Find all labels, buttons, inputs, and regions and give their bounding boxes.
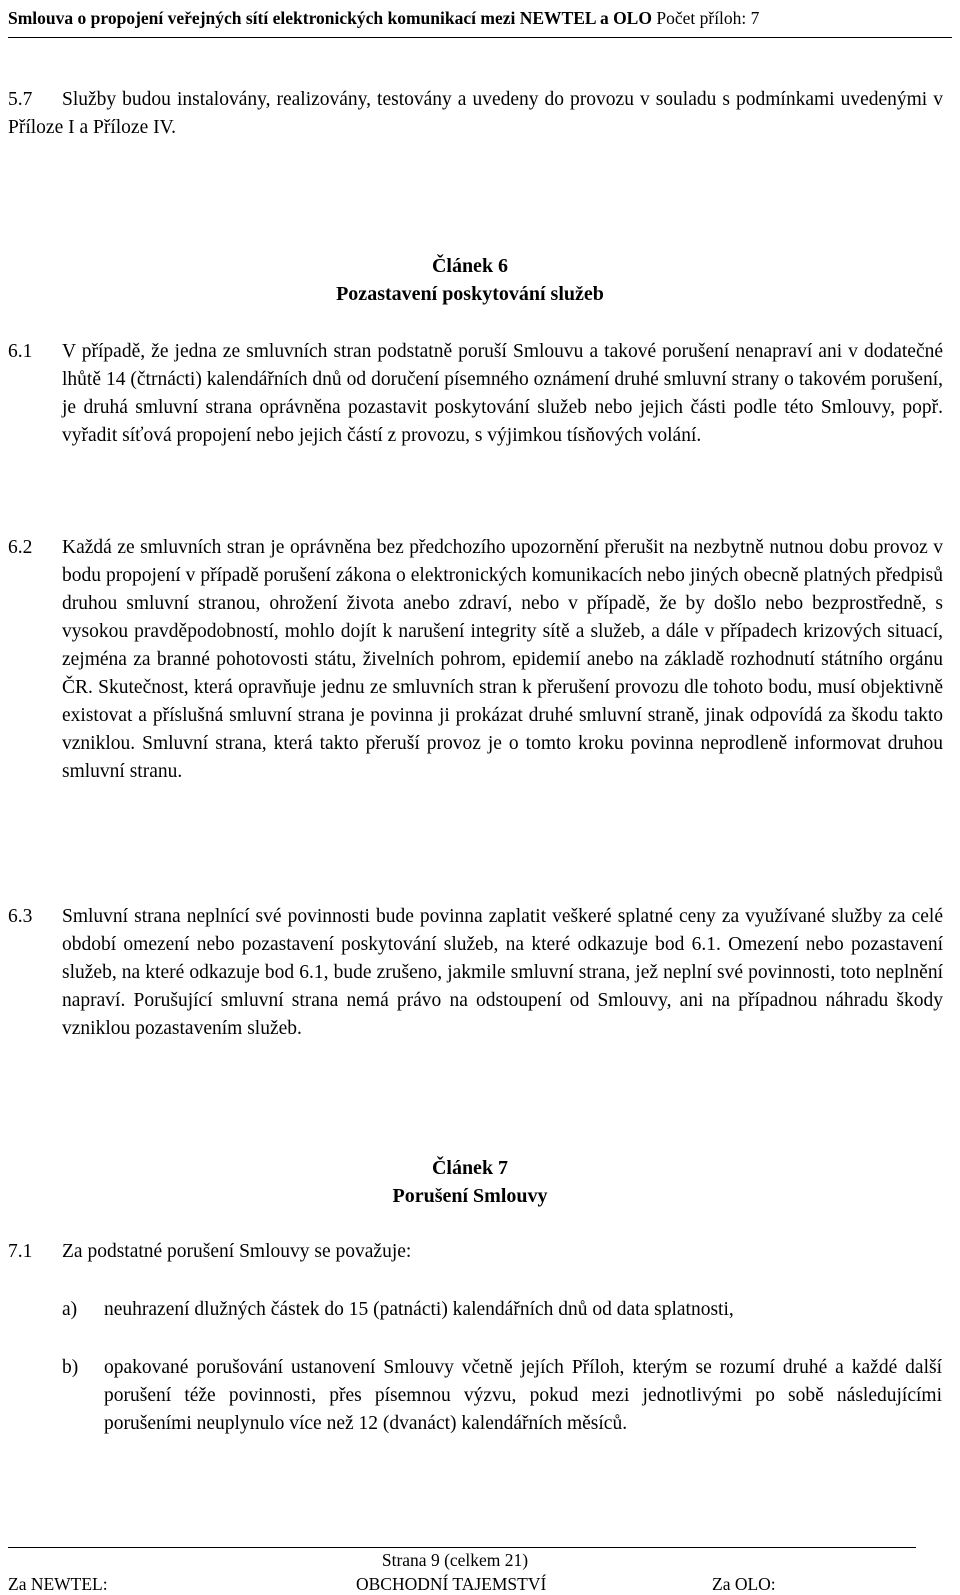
paragraph-number: 6.3: [8, 906, 33, 927]
list-item-b: [62, 1354, 942, 1438]
paragraph-6-3: [8, 903, 943, 1043]
header-rule: [8, 37, 952, 38]
paragraph-number: 7.1: [8, 1241, 33, 1262]
article-6-subtitle: Pozastavení poskytování služeb: [336, 283, 604, 305]
paragraph-number: 6.1: [8, 341, 33, 362]
paragraph-text: Smluvní strana neplnící své povinnosti bude povinna zaplatit veškeré splatné ceny za využívané služby za celé období omezení nebo pozastavení poskytování služeb, na které odkazuje bod 6.1. Omezení nebo pozastavení služeb, na které odkazuje bod 6.1, bude zrušeno, jakmile smluvní strana, jež neplní své povinnosti, toto neplnění napraví. Porušující smluvní strana nemá právo na odstoupení od Smlouvy, ani na případnou náhradu škody vzniklou pozastavením služeb.: [62, 906, 943, 1039]
footer-rule: [8, 1547, 916, 1548]
article-7-title: Článek 7: [431, 1157, 509, 1179]
header-attachments: Počet příloh: 7: [656, 8, 760, 28]
list-item-a: [62, 1296, 942, 1324]
header-title: Smlouva o propojení veřejných sítí elektronických komunikací mezi NEWTEL a OLO: [8, 8, 652, 28]
paragraph-text: V případě, že jedna ze smluvních stran podstatně poruší Smlouvu a takové porušení nenapraví ani v dodatečné lhůtě 14 (čtrnácti) kalendářních dnů od doručení písemného oznámení druhé smluvní strany o takovém porušení, je druhá smluvní strana oprávněna pozastavit poskytování služeb nebo jejich části podle této Smlouvy, popř. vyřadit síťová propojení nebo jejich částí z provozu, s výjimkou tísňových volání.: [62, 341, 943, 446]
list-item-text: opakované porušování ustanovení Smlouvy včetně jejích Příloh, kterým se rozumí druhé a každé další porušení téže povinnosti, přes písemnou výzvu, pokud mezi jednotlivými po sobě následujícími porušeními neuplynulo více než 12 (dvanáct) kalendářních měsíců.: [104, 1357, 942, 1434]
list-item-label: a): [62, 1299, 78, 1320]
paragraph-text: Za podstatné porušení Smlouvy se považuje:: [62, 1241, 412, 1262]
footer-newtel: Za NEWTEL:: [8, 1574, 108, 1594]
paragraph-6-1: [8, 338, 943, 450]
footer-page-number: Strana 9 (celkem 21): [381, 1550, 529, 1570]
footer-olo: Za OLO:: [712, 1574, 776, 1594]
list-item-text: neuhrazení dlužných částek do 15 (patnácti) kalendářních dnů od data splatnosti,: [104, 1299, 734, 1320]
paragraph-7-1: [8, 1238, 943, 1266]
paragraph-5-7: [8, 86, 943, 142]
paragraph-text: Služby budou instalovány, realizovány, testovány a uvedeny do provozu v souladu s podmínkami uvedenými v Příloze I a Příloze IV.: [8, 89, 943, 138]
article-7-subtitle: Porušení Smlouvy: [392, 1185, 548, 1207]
article-6-title: Článek 6: [431, 255, 509, 277]
running-header: [8, 2, 958, 34]
footer-trade-secret: OBCHODNÍ TAJEMSTVÍ: [356, 1574, 547, 1594]
paragraph-number: 6.2: [8, 537, 33, 558]
paragraph-number: 5.7: [8, 89, 33, 110]
paragraph-6-2: [8, 534, 943, 786]
list-item-label: b): [62, 1357, 79, 1378]
paragraph-text: Každá ze smluvních stran je oprávněna bez předchozího upozornění přerušit na nezbytně nutnou dobu provoz v bodu propojení v případě porušení zákona o elektronických komunikacích nebo jiných obecně platných předpisů druhou smluvní stranou, ohrožení života anebo zdraví, nebo v případě, že by došlo nebo bezprostředně, s vysokou pravděpodobností, mohlo dojít k narušení integrity sítě a služeb, a dále v případech krizových situací, zejména za branné pohotovosti státu, živelních pohrom, epidemií anebo na základě rozhodnutí státního orgánu ČR. Skutečnost, která opravňuje jednu ze smluvních stran k přerušení provozu dle tohoto bodu, musí objektivně existovat a příslušná smluvní strana je povinna ji prokázat druhé smluvní straně, jinak odpovídá za škodu takto vzniklou. Smluvní strana, která takto přeruší provoz je o tomto kroku povinna neprodleně informovat druhou smluvní stranu.: [62, 537, 943, 782]
